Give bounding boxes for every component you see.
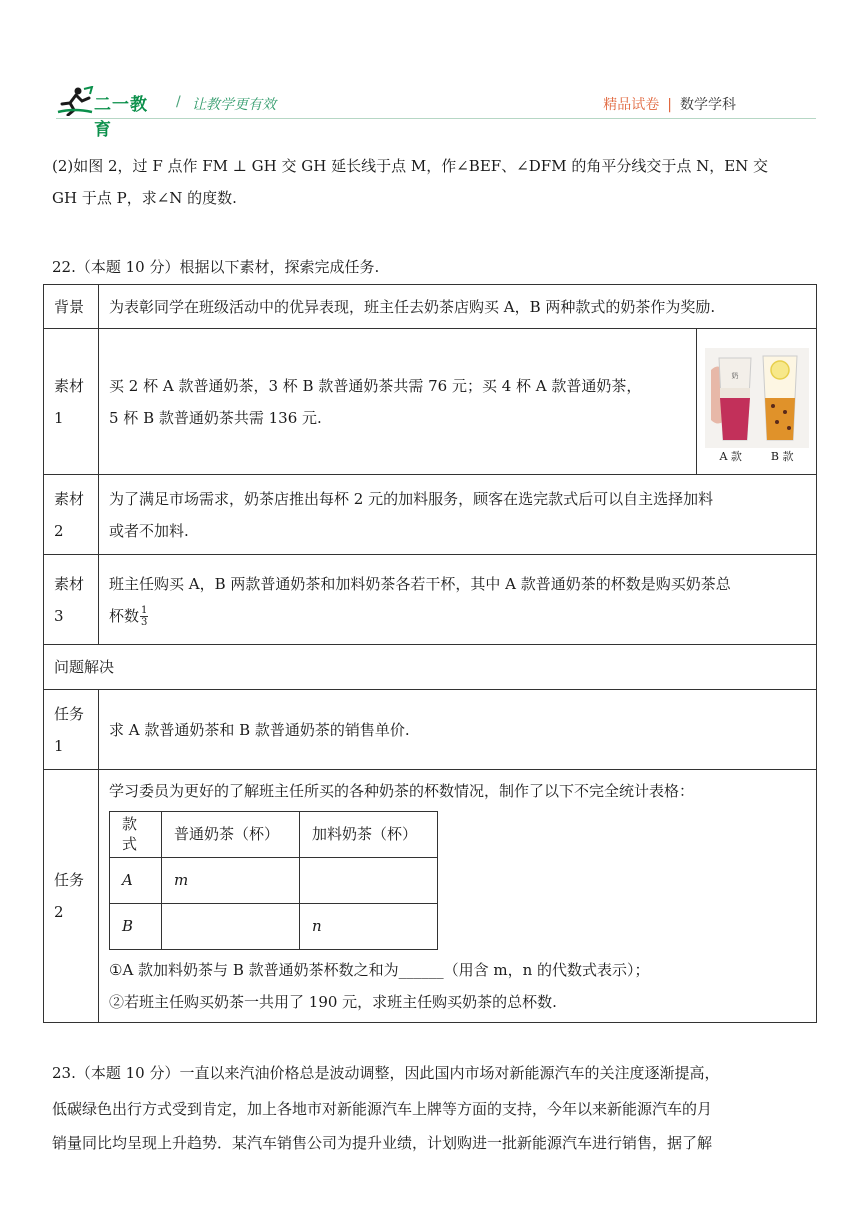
text-material-1-a: 买 2 杯 A 款普通奶茶，3 杯 B 款普通奶茶共需 76 元；买 4 杯 A 款普通奶茶， [109,376,642,395]
page-header [56,86,816,140]
stats-cell-b-topping: n [300,903,438,949]
runner-icon [56,86,96,116]
q21-part2-line1: (2)如图 2，过 F 点作 FM ⊥ GH 交 GH 延长线于点 M，作∠BEF、∠DFM 的角平分线交于点 N，EN 交 [52,157,769,175]
milk-tea-cups-icon [705,348,809,448]
header-separator: | [667,97,672,113]
row-material-2 [44,475,817,555]
text-material-3-b-wrap [109,600,806,632]
doc-type: 精品试卷 [603,97,660,113]
subject: 数学学科 [680,97,736,113]
text-material-2-b: 或者不加料. [109,521,189,540]
label-material-3 [44,555,99,645]
label-task-2-a: 任务 [54,871,85,889]
label-material-1 [44,329,99,475]
text-material-3 [99,555,817,645]
text-material-2-a: 为了满足市场需求，奶茶店推出每杯 2 元的加料服务，顾客在选完款式后可以自主选择加料 [109,489,714,508]
row-material-1 [44,329,817,475]
task-2-intro: 学习委员为更好的了解班主任所买的各种奶茶的杯数情况，制作了以下不完全统计表格： [109,781,695,800]
text-task-2 [99,770,817,1023]
q22-title: 22.（本题 10 分）根据以下素材，探索完成任务. [52,258,380,276]
caption-a: A 款 [719,449,742,463]
text-material-2 [99,475,817,555]
stats-cell-a-style: A [110,857,162,903]
stats-cell-a-topping [300,857,438,903]
stats-cell-a-plain: m [162,857,300,903]
row-background [44,285,817,329]
label-material-2-b: 2 [54,521,64,540]
label-task-1 [44,690,99,770]
stats-header-plain: 普通奶茶（杯） [162,811,300,857]
label-material-1-a: 素材 [54,376,85,395]
fraction-numerator: 1 [141,605,148,616]
row-problem-solving [44,645,817,690]
header-rule [56,118,816,119]
q22-table [43,284,817,1023]
row-material-3 [44,555,817,645]
fraction-one-third [140,605,148,628]
fraction-denominator: 3 [141,617,148,628]
label-task-2 [44,770,99,1023]
q23-line2: 低碳绿色出行方式受到肯定，加上各地市对新能源汽车上牌等方面的支持，今年以来新能源汽车的月 [52,1100,713,1118]
text-material-3-a: 班主任购买 A，B 两款普通奶茶和加料奶茶各若干杯，其中 A 款普通奶茶的杯数是购买奶茶总 [109,574,731,593]
text-task-1: 求 A 款普通奶茶和 B 款普通奶茶的销售单价. [99,690,817,770]
label-background: 背景 [44,285,99,329]
stats-cell-b-plain [162,903,300,949]
label-task-1-a: 任务 [54,704,85,723]
label-material-1-b: 1 [54,408,64,427]
q23-line1: 23.（本题 10 分）一直以来汽油价格总是波动调整，因此国内市场对新能源汽车的关注度逐渐提高， [52,1064,720,1082]
stats-header-style: 款式 [110,811,162,857]
task-2-question-2: ②若班主任购买奶茶一共用了 190 元，求班主任购买奶茶的总杯数. [109,992,557,1011]
stats-row-a [110,857,438,903]
row-task-2 [44,770,817,1023]
brand-name: 二一教育 [94,95,148,140]
row-task-1 [44,690,817,770]
q21-part2-line2: GH 于点 P，求∠N 的度数. [52,189,237,207]
text-background: 为表彰同学在班级活动中的优异表现，班主任去奶茶店购买 A，B 两种款式的奶茶作为奖励. [99,285,817,329]
text-material-1-b: 5 杯 B 款普通奶茶共需 136 元. [109,408,322,427]
stats-row-b [110,903,438,949]
slogan: 让教学更有效 [192,97,276,113]
header-meta [603,94,736,114]
stats-table [109,811,438,950]
stats-header-topping: 加料奶茶（杯） [300,811,438,857]
svg-text:奶: 奶 [731,371,738,380]
task-2-question-1: ①A 款加料奶茶与 B 款普通奶茶杯数之和为______（用含 m，n 的代数式表示）； [109,960,650,979]
brand-logo [56,86,164,140]
label-problem-solving: 问题解决 [44,645,817,690]
image-caption [697,450,816,464]
q23-line3: 销量同比均呈现上升趋势．某汽车销售公司为提升业绩，计划购进一批新能源汽车进行销售，据了解 [52,1134,713,1152]
label-material-3-b: 3 [54,606,64,625]
caption-b: B 款 [770,449,794,463]
stats-cell-b-style: B [110,903,162,949]
slogan-divider: / [176,94,181,110]
label-task-2-b: 2 [54,903,64,921]
label-material-2-a: 素材 [54,489,85,508]
text-material-3-b: 杯数 [109,606,140,625]
stats-header-row [110,811,438,857]
label-material-3-a: 素材 [54,574,85,593]
label-task-1-b: 1 [54,736,64,755]
milk-tea-image [697,329,817,475]
label-material-2 [44,475,99,555]
text-material-1 [99,329,697,475]
